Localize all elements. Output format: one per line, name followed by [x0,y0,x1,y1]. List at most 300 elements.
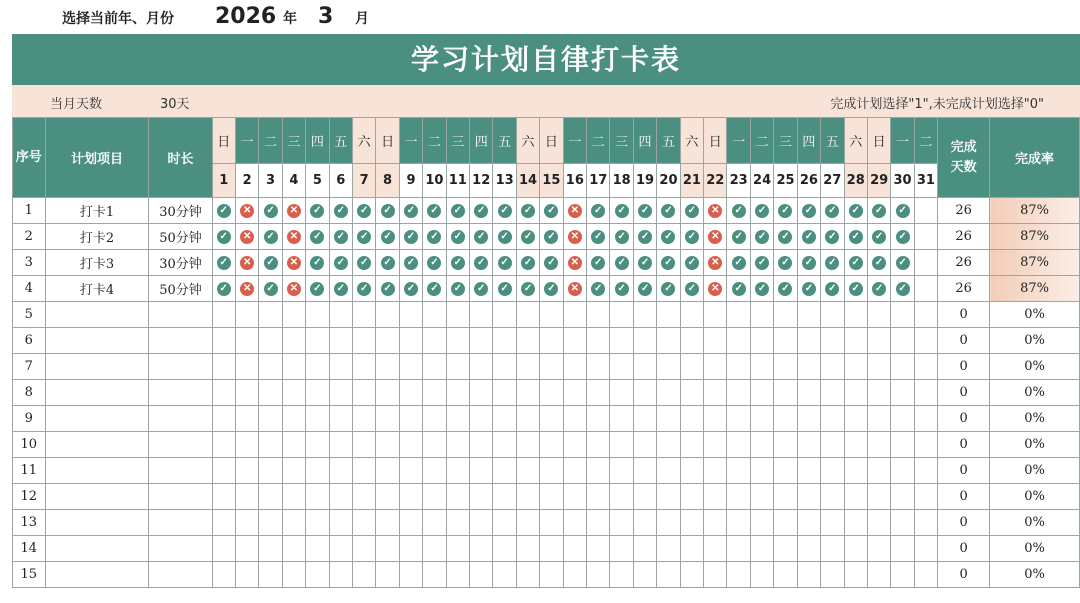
day-checkin-cell[interactable] [259,250,282,276]
day-checkin-cell[interactable] [914,328,937,354]
day-checkin-cell[interactable] [306,458,329,484]
day-checkin-cell[interactable] [352,562,375,588]
day-checkin-cell[interactable] [844,354,867,380]
day-checkin-cell[interactable] [352,536,375,562]
day-checkin-cell[interactable] [844,250,867,276]
day-checkin-cell[interactable] [493,276,516,302]
day-checkin-cell[interactable] [235,484,258,510]
day-checkin-cell[interactable] [235,536,258,562]
day-checkin-cell[interactable] [235,354,258,380]
day-checkin-cell[interactable] [727,536,750,562]
day-checkin-cell[interactable] [259,354,282,380]
day-checkin-cell[interactable] [306,432,329,458]
day-checkin-cell[interactable] [376,458,399,484]
day-checkin-cell[interactable] [259,432,282,458]
day-checkin-cell[interactable] [610,328,633,354]
day-checkin-cell[interactable] [259,458,282,484]
day-checkin-cell[interactable] [352,406,375,432]
day-checkin-cell[interactable] [914,484,937,510]
day-checkin-cell[interactable] [540,536,563,562]
day-checkin-cell[interactable] [797,562,820,588]
day-checkin-cell[interactable] [470,354,493,380]
day-checkin-cell[interactable] [657,380,680,406]
day-checkin-cell[interactable] [633,484,656,510]
day-checkin-cell[interactable] [282,250,305,276]
day-checkin-cell[interactable] [891,406,914,432]
plan-item-cell[interactable]: 打卡4 [45,276,149,302]
day-checkin-cell[interactable] [399,380,422,406]
day-checkin-cell[interactable] [774,458,797,484]
day-checkin-cell[interactable] [540,328,563,354]
day-checkin-cell[interactable] [844,276,867,302]
day-checkin-cell[interactable] [914,562,937,588]
day-checkin-cell[interactable] [376,198,399,224]
day-checkin-cell[interactable] [446,432,469,458]
duration-cell[interactable] [149,328,212,354]
day-checkin-cell[interactable] [563,198,586,224]
day-checkin-cell[interactable] [399,328,422,354]
day-checkin-cell[interactable] [727,380,750,406]
day-checkin-cell[interactable] [891,328,914,354]
day-checkin-cell[interactable] [282,224,305,250]
day-checkin-cell[interactable] [774,250,797,276]
day-checkin-cell[interactable] [470,432,493,458]
day-checkin-cell[interactable] [329,198,352,224]
day-checkin-cell[interactable] [750,380,773,406]
day-checkin-cell[interactable] [774,536,797,562]
day-checkin-cell[interactable] [867,354,890,380]
day-checkin-cell[interactable] [727,562,750,588]
day-checkin-cell[interactable] [844,198,867,224]
day-checkin-cell[interactable] [352,484,375,510]
day-checkin-cell[interactable] [867,432,890,458]
day-checkin-cell[interactable] [774,276,797,302]
day-checkin-cell[interactable] [704,458,727,484]
day-checkin-cell[interactable] [329,328,352,354]
day-checkin-cell[interactable] [423,302,446,328]
day-checkin-cell[interactable] [633,224,656,250]
day-checkin-cell[interactable] [212,562,235,588]
day-checkin-cell[interactable] [797,510,820,536]
day-checkin-cell[interactable] [727,458,750,484]
day-checkin-cell[interactable] [563,354,586,380]
day-checkin-cell[interactable] [399,432,422,458]
day-checkin-cell[interactable] [610,484,633,510]
day-checkin-cell[interactable] [657,432,680,458]
day-checkin-cell[interactable] [329,510,352,536]
day-checkin-cell[interactable] [774,224,797,250]
day-checkin-cell[interactable] [352,250,375,276]
day-checkin-cell[interactable] [914,536,937,562]
day-checkin-cell[interactable] [446,198,469,224]
day-checkin-cell[interactable] [727,328,750,354]
day-checkin-cell[interactable] [797,458,820,484]
plan-item-cell[interactable] [45,562,149,588]
day-checkin-cell[interactable] [306,354,329,380]
day-checkin-cell[interactable] [657,198,680,224]
day-checkin-cell[interactable] [352,198,375,224]
day-checkin-cell[interactable] [376,406,399,432]
day-checkin-cell[interactable] [516,536,539,562]
day-checkin-cell[interactable] [914,198,937,224]
day-checkin-cell[interactable] [750,198,773,224]
day-checkin-cell[interactable] [516,406,539,432]
day-checkin-cell[interactable] [423,250,446,276]
day-checkin-cell[interactable] [633,458,656,484]
day-checkin-cell[interactable] [821,302,844,328]
day-checkin-cell[interactable] [563,536,586,562]
day-checkin-cell[interactable] [493,250,516,276]
day-checkin-cell[interactable] [587,562,610,588]
day-checkin-cell[interactable] [563,276,586,302]
day-checkin-cell[interactable] [282,458,305,484]
day-checkin-cell[interactable] [259,536,282,562]
day-checkin-cell[interactable] [212,406,235,432]
day-checkin-cell[interactable] [376,562,399,588]
day-checkin-cell[interactable] [727,276,750,302]
day-checkin-cell[interactable] [704,276,727,302]
day-checkin-cell[interactable] [704,536,727,562]
day-checkin-cell[interactable] [750,328,773,354]
day-checkin-cell[interactable] [750,250,773,276]
plan-item-cell[interactable] [45,328,149,354]
day-checkin-cell[interactable] [844,562,867,588]
day-checkin-cell[interactable] [259,406,282,432]
day-checkin-cell[interactable] [914,276,937,302]
plan-item-cell[interactable] [45,510,149,536]
duration-cell[interactable]: 50分钟 [149,276,212,302]
day-checkin-cell[interactable] [399,198,422,224]
day-checkin-cell[interactable] [657,276,680,302]
day-checkin-cell[interactable] [540,276,563,302]
day-checkin-cell[interactable] [540,484,563,510]
day-checkin-cell[interactable] [727,224,750,250]
day-checkin-cell[interactable] [774,484,797,510]
day-checkin-cell[interactable] [867,224,890,250]
day-checkin-cell[interactable] [844,302,867,328]
day-checkin-cell[interactable] [516,276,539,302]
day-checkin-cell[interactable] [399,276,422,302]
day-checkin-cell[interactable] [610,510,633,536]
plan-item-cell[interactable] [45,536,149,562]
day-checkin-cell[interactable] [423,276,446,302]
day-checkin-cell[interactable] [493,484,516,510]
plan-item-cell[interactable] [45,484,149,510]
day-checkin-cell[interactable] [212,354,235,380]
day-checkin-cell[interactable] [399,510,422,536]
day-checkin-cell[interactable] [235,562,258,588]
day-checkin-cell[interactable] [516,328,539,354]
day-checkin-cell[interactable] [259,484,282,510]
day-checkin-cell[interactable] [376,432,399,458]
day-checkin-cell[interactable] [493,510,516,536]
day-checkin-cell[interactable] [329,406,352,432]
day-checkin-cell[interactable] [470,328,493,354]
day-checkin-cell[interactable] [844,406,867,432]
day-checkin-cell[interactable] [914,302,937,328]
day-checkin-cell[interactable] [610,250,633,276]
day-checkin-cell[interactable] [704,406,727,432]
day-checkin-cell[interactable] [750,354,773,380]
duration-cell[interactable]: 50分钟 [149,224,212,250]
day-checkin-cell[interactable] [587,276,610,302]
day-checkin-cell[interactable] [821,380,844,406]
day-checkin-cell[interactable] [657,328,680,354]
day-checkin-cell[interactable] [470,458,493,484]
day-checkin-cell[interactable] [540,198,563,224]
day-checkin-cell[interactable] [399,536,422,562]
day-checkin-cell[interactable] [282,380,305,406]
day-checkin-cell[interactable] [470,380,493,406]
day-checkin-cell[interactable] [540,406,563,432]
day-checkin-cell[interactable] [235,250,258,276]
day-checkin-cell[interactable] [891,432,914,458]
day-checkin-cell[interactable] [680,536,703,562]
day-checkin-cell[interactable] [470,536,493,562]
day-checkin-cell[interactable] [329,224,352,250]
day-checkin-cell[interactable] [493,302,516,328]
day-checkin-cell[interactable] [844,328,867,354]
day-checkin-cell[interactable] [540,224,563,250]
day-checkin-cell[interactable] [587,432,610,458]
day-checkin-cell[interactable] [704,562,727,588]
day-checkin-cell[interactable] [704,328,727,354]
day-checkin-cell[interactable] [516,380,539,406]
day-checkin-cell[interactable] [399,562,422,588]
day-checkin-cell[interactable] [259,562,282,588]
day-checkin-cell[interactable] [563,458,586,484]
day-checkin-cell[interactable] [587,250,610,276]
day-checkin-cell[interactable] [610,536,633,562]
day-checkin-cell[interactable] [563,224,586,250]
day-checkin-cell[interactable] [212,458,235,484]
day-checkin-cell[interactable] [680,510,703,536]
day-checkin-cell[interactable] [657,354,680,380]
day-checkin-cell[interactable] [376,250,399,276]
day-checkin-cell[interactable] [470,484,493,510]
day-checkin-cell[interactable] [493,432,516,458]
day-checkin-cell[interactable] [446,224,469,250]
duration-cell[interactable] [149,562,212,588]
day-checkin-cell[interactable] [867,380,890,406]
day-checkin-cell[interactable] [446,328,469,354]
day-checkin-cell[interactable] [821,562,844,588]
day-checkin-cell[interactable] [329,302,352,328]
day-checkin-cell[interactable] [516,198,539,224]
day-checkin-cell[interactable] [727,354,750,380]
day-checkin-cell[interactable] [282,536,305,562]
plan-item-cell[interactable]: 打卡1 [45,198,149,224]
day-checkin-cell[interactable] [704,302,727,328]
day-checkin-cell[interactable] [306,224,329,250]
day-checkin-cell[interactable] [329,354,352,380]
day-checkin-cell[interactable] [446,458,469,484]
day-checkin-cell[interactable] [423,328,446,354]
day-checkin-cell[interactable] [376,276,399,302]
day-checkin-cell[interactable] [844,510,867,536]
day-checkin-cell[interactable] [563,406,586,432]
day-checkin-cell[interactable] [282,484,305,510]
day-checkin-cell[interactable] [914,510,937,536]
day-checkin-cell[interactable] [844,458,867,484]
day-checkin-cell[interactable] [914,380,937,406]
day-checkin-cell[interactable] [282,432,305,458]
plan-item-cell[interactable] [45,458,149,484]
day-checkin-cell[interactable] [914,432,937,458]
day-checkin-cell[interactable] [563,302,586,328]
day-checkin-cell[interactable] [680,562,703,588]
day-checkin-cell[interactable] [423,562,446,588]
day-checkin-cell[interactable] [750,432,773,458]
day-checkin-cell[interactable] [680,250,703,276]
duration-cell[interactable] [149,458,212,484]
day-checkin-cell[interactable] [212,510,235,536]
day-checkin-cell[interactable] [844,484,867,510]
day-checkin-cell[interactable] [633,380,656,406]
day-checkin-cell[interactable] [493,562,516,588]
day-checkin-cell[interactable] [376,380,399,406]
day-checkin-cell[interactable] [680,380,703,406]
day-checkin-cell[interactable] [797,354,820,380]
day-checkin-cell[interactable] [774,328,797,354]
day-checkin-cell[interactable] [306,406,329,432]
day-checkin-cell[interactable] [797,484,820,510]
day-checkin-cell[interactable] [329,276,352,302]
day-checkin-cell[interactable] [797,328,820,354]
day-checkin-cell[interactable] [914,354,937,380]
day-checkin-cell[interactable] [282,406,305,432]
day-checkin-cell[interactable] [867,562,890,588]
day-checkin-cell[interactable] [446,484,469,510]
day-checkin-cell[interactable] [376,224,399,250]
day-checkin-cell[interactable] [235,432,258,458]
day-checkin-cell[interactable] [797,224,820,250]
day-checkin-cell[interactable] [470,224,493,250]
day-checkin-cell[interactable] [633,510,656,536]
day-checkin-cell[interactable] [657,224,680,250]
day-checkin-cell[interactable] [235,458,258,484]
day-checkin-cell[interactable] [727,302,750,328]
day-checkin-cell[interactable] [891,380,914,406]
day-checkin-cell[interactable] [587,198,610,224]
day-checkin-cell[interactable] [516,302,539,328]
day-checkin-cell[interactable] [587,354,610,380]
day-checkin-cell[interactable] [750,302,773,328]
day-checkin-cell[interactable] [610,406,633,432]
day-checkin-cell[interactable] [423,432,446,458]
day-checkin-cell[interactable] [423,406,446,432]
day-checkin-cell[interactable] [727,510,750,536]
day-checkin-cell[interactable] [797,432,820,458]
day-checkin-cell[interactable] [633,354,656,380]
day-checkin-cell[interactable] [821,250,844,276]
day-checkin-cell[interactable] [352,458,375,484]
day-checkin-cell[interactable] [376,328,399,354]
duration-cell[interactable] [149,354,212,380]
day-checkin-cell[interactable] [633,562,656,588]
day-checkin-cell[interactable] [750,536,773,562]
day-checkin-cell[interactable] [306,536,329,562]
day-checkin-cell[interactable] [563,328,586,354]
day-checkin-cell[interactable] [446,302,469,328]
plan-item-cell[interactable]: 打卡3 [45,250,149,276]
day-checkin-cell[interactable] [540,380,563,406]
day-checkin-cell[interactable] [633,406,656,432]
day-checkin-cell[interactable] [867,198,890,224]
day-checkin-cell[interactable] [633,302,656,328]
day-checkin-cell[interactable] [376,354,399,380]
day-checkin-cell[interactable] [867,250,890,276]
day-checkin-cell[interactable] [797,276,820,302]
day-checkin-cell[interactable] [470,510,493,536]
day-checkin-cell[interactable] [797,380,820,406]
day-checkin-cell[interactable] [867,406,890,432]
day-checkin-cell[interactable] [867,276,890,302]
day-checkin-cell[interactable] [493,328,516,354]
day-checkin-cell[interactable] [587,224,610,250]
day-checkin-cell[interactable] [212,198,235,224]
day-checkin-cell[interactable] [446,354,469,380]
day-checkin-cell[interactable] [282,562,305,588]
day-checkin-cell[interactable] [423,458,446,484]
day-checkin-cell[interactable] [727,432,750,458]
day-checkin-cell[interactable] [235,510,258,536]
duration-cell[interactable] [149,406,212,432]
day-checkin-cell[interactable] [212,328,235,354]
day-checkin-cell[interactable] [657,406,680,432]
day-checkin-cell[interactable] [306,484,329,510]
day-checkin-cell[interactable] [821,536,844,562]
day-checkin-cell[interactable] [446,406,469,432]
day-checkin-cell[interactable] [306,276,329,302]
day-checkin-cell[interactable] [750,276,773,302]
day-checkin-cell[interactable] [844,380,867,406]
day-checkin-cell[interactable] [680,328,703,354]
day-checkin-cell[interactable] [610,276,633,302]
month-value[interactable]: 3 [318,4,334,29]
day-checkin-cell[interactable] [657,510,680,536]
day-checkin-cell[interactable] [657,250,680,276]
day-checkin-cell[interactable] [891,276,914,302]
day-checkin-cell[interactable] [704,510,727,536]
day-checkin-cell[interactable] [259,510,282,536]
day-checkin-cell[interactable] [657,536,680,562]
duration-cell[interactable]: 30分钟 [149,198,212,224]
plan-item-cell[interactable] [45,302,149,328]
day-checkin-cell[interactable] [352,328,375,354]
day-checkin-cell[interactable] [610,224,633,250]
day-checkin-cell[interactable] [540,250,563,276]
day-checkin-cell[interactable] [704,198,727,224]
day-checkin-cell[interactable] [563,484,586,510]
day-checkin-cell[interactable] [633,250,656,276]
day-checkin-cell[interactable] [774,380,797,406]
day-checkin-cell[interactable] [282,510,305,536]
day-checkin-cell[interactable] [352,224,375,250]
day-checkin-cell[interactable] [516,484,539,510]
day-checkin-cell[interactable] [399,406,422,432]
day-checkin-cell[interactable] [821,458,844,484]
day-checkin-cell[interactable] [774,354,797,380]
plan-item-cell[interactable] [45,432,149,458]
day-checkin-cell[interactable] [516,458,539,484]
day-checkin-cell[interactable] [797,198,820,224]
day-checkin-cell[interactable] [212,536,235,562]
day-checkin-cell[interactable] [329,484,352,510]
day-checkin-cell[interactable] [212,276,235,302]
day-checkin-cell[interactable] [493,380,516,406]
day-checkin-cell[interactable] [493,198,516,224]
